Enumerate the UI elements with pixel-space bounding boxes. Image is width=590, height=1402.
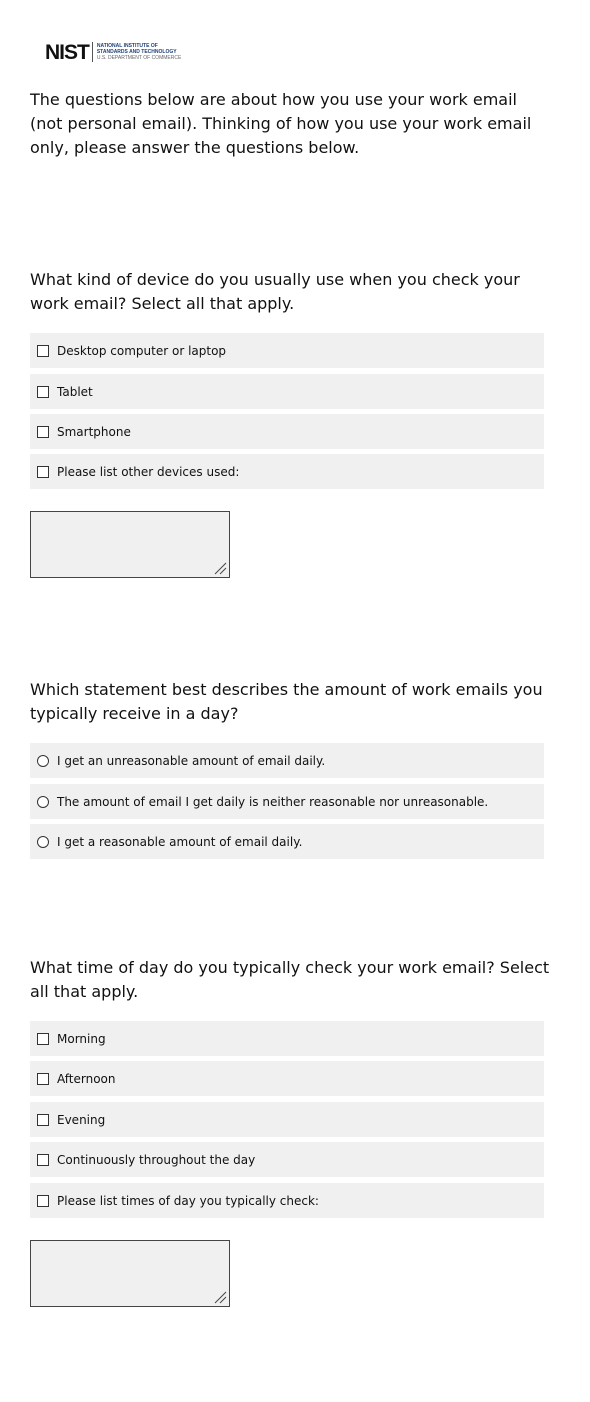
checkbox[interactable] xyxy=(37,1033,49,1045)
option-label: Evening xyxy=(57,1112,106,1127)
q1-other-devices-textarea[interactable] xyxy=(30,511,230,578)
radio-button[interactable] xyxy=(37,796,49,808)
option-label: Desktop computer or laptop xyxy=(57,343,227,358)
q3-option-continuously[interactable] xyxy=(30,1142,544,1177)
checkbox[interactable] xyxy=(37,426,49,438)
q3-other-times-textarea[interactable] xyxy=(30,1240,230,1307)
option-label: Smartphone xyxy=(57,424,131,439)
question-2-text: Which statement best describes the amount of work emails you typically receive in a day? xyxy=(30,680,543,723)
checkbox[interactable] xyxy=(37,1195,49,1207)
q2-option-unreasonable[interactable] xyxy=(30,743,544,778)
radio-button[interactable] xyxy=(37,755,49,767)
option-label: Please list other devices used: xyxy=(57,464,240,479)
logo-text xyxy=(97,43,181,61)
checkbox[interactable] xyxy=(37,1114,49,1126)
logo-mark: NIST xyxy=(45,40,89,64)
q1-option-other[interactable] xyxy=(30,454,544,489)
option-label: Please list times of day you typically check: xyxy=(57,1193,319,1208)
q2-option-neither[interactable] xyxy=(30,784,544,819)
resize-grip-icon[interactable] xyxy=(213,561,227,575)
logo-line-2: STANDARDS AND TECHNOLOGY xyxy=(96,49,177,55)
q2-option-reasonable[interactable] xyxy=(30,824,544,859)
q3-option-evening[interactable] xyxy=(30,1102,544,1137)
checkbox[interactable] xyxy=(37,466,49,478)
option-label: Tablet xyxy=(57,384,93,399)
q1-option-tablet[interactable] xyxy=(30,374,544,409)
checkbox[interactable] xyxy=(37,1073,49,1085)
checkbox[interactable] xyxy=(37,386,49,398)
option-label: Afternoon xyxy=(57,1071,116,1086)
option-label: Morning xyxy=(57,1031,106,1046)
checkbox[interactable] xyxy=(37,1154,49,1166)
q1-option-smartphone[interactable] xyxy=(30,414,544,449)
option-label: Continuously throughout the day xyxy=(57,1152,256,1167)
resize-grip-icon[interactable] xyxy=(213,1290,227,1304)
radio-button[interactable] xyxy=(37,836,49,848)
nist-logo xyxy=(45,40,181,64)
option-label: I get a reasonable amount of email daily. xyxy=(57,834,303,849)
option-label: The amount of email I get daily is neither reasonable nor unreasonable. xyxy=(57,794,489,809)
q3-option-morning[interactable] xyxy=(30,1021,544,1056)
checkbox[interactable] xyxy=(37,345,49,357)
logo-line-3: U.S. DEPARTMENT OF COMMERCE xyxy=(96,55,182,61)
question-3-text: What time of day do you typically check your work email? Select all that apply. xyxy=(30,958,550,1001)
question-1-text: What kind of device do you usually use when you check your work email? Select all that apply. xyxy=(30,270,520,313)
logo-divider xyxy=(92,42,93,62)
q1-option-desktop[interactable] xyxy=(30,333,544,368)
q3-option-other[interactable] xyxy=(30,1183,544,1218)
q3-option-afternoon[interactable] xyxy=(30,1061,544,1096)
intro-text: The questions below are about how you use your work email (not personal email). Thinking of how you use your work email only, please answer the questions below. xyxy=(30,90,532,157)
option-label: I get an unreasonable amount of email daily. xyxy=(57,753,326,768)
logo-line-1: NATIONAL INSTITUTE OF xyxy=(96,43,158,49)
